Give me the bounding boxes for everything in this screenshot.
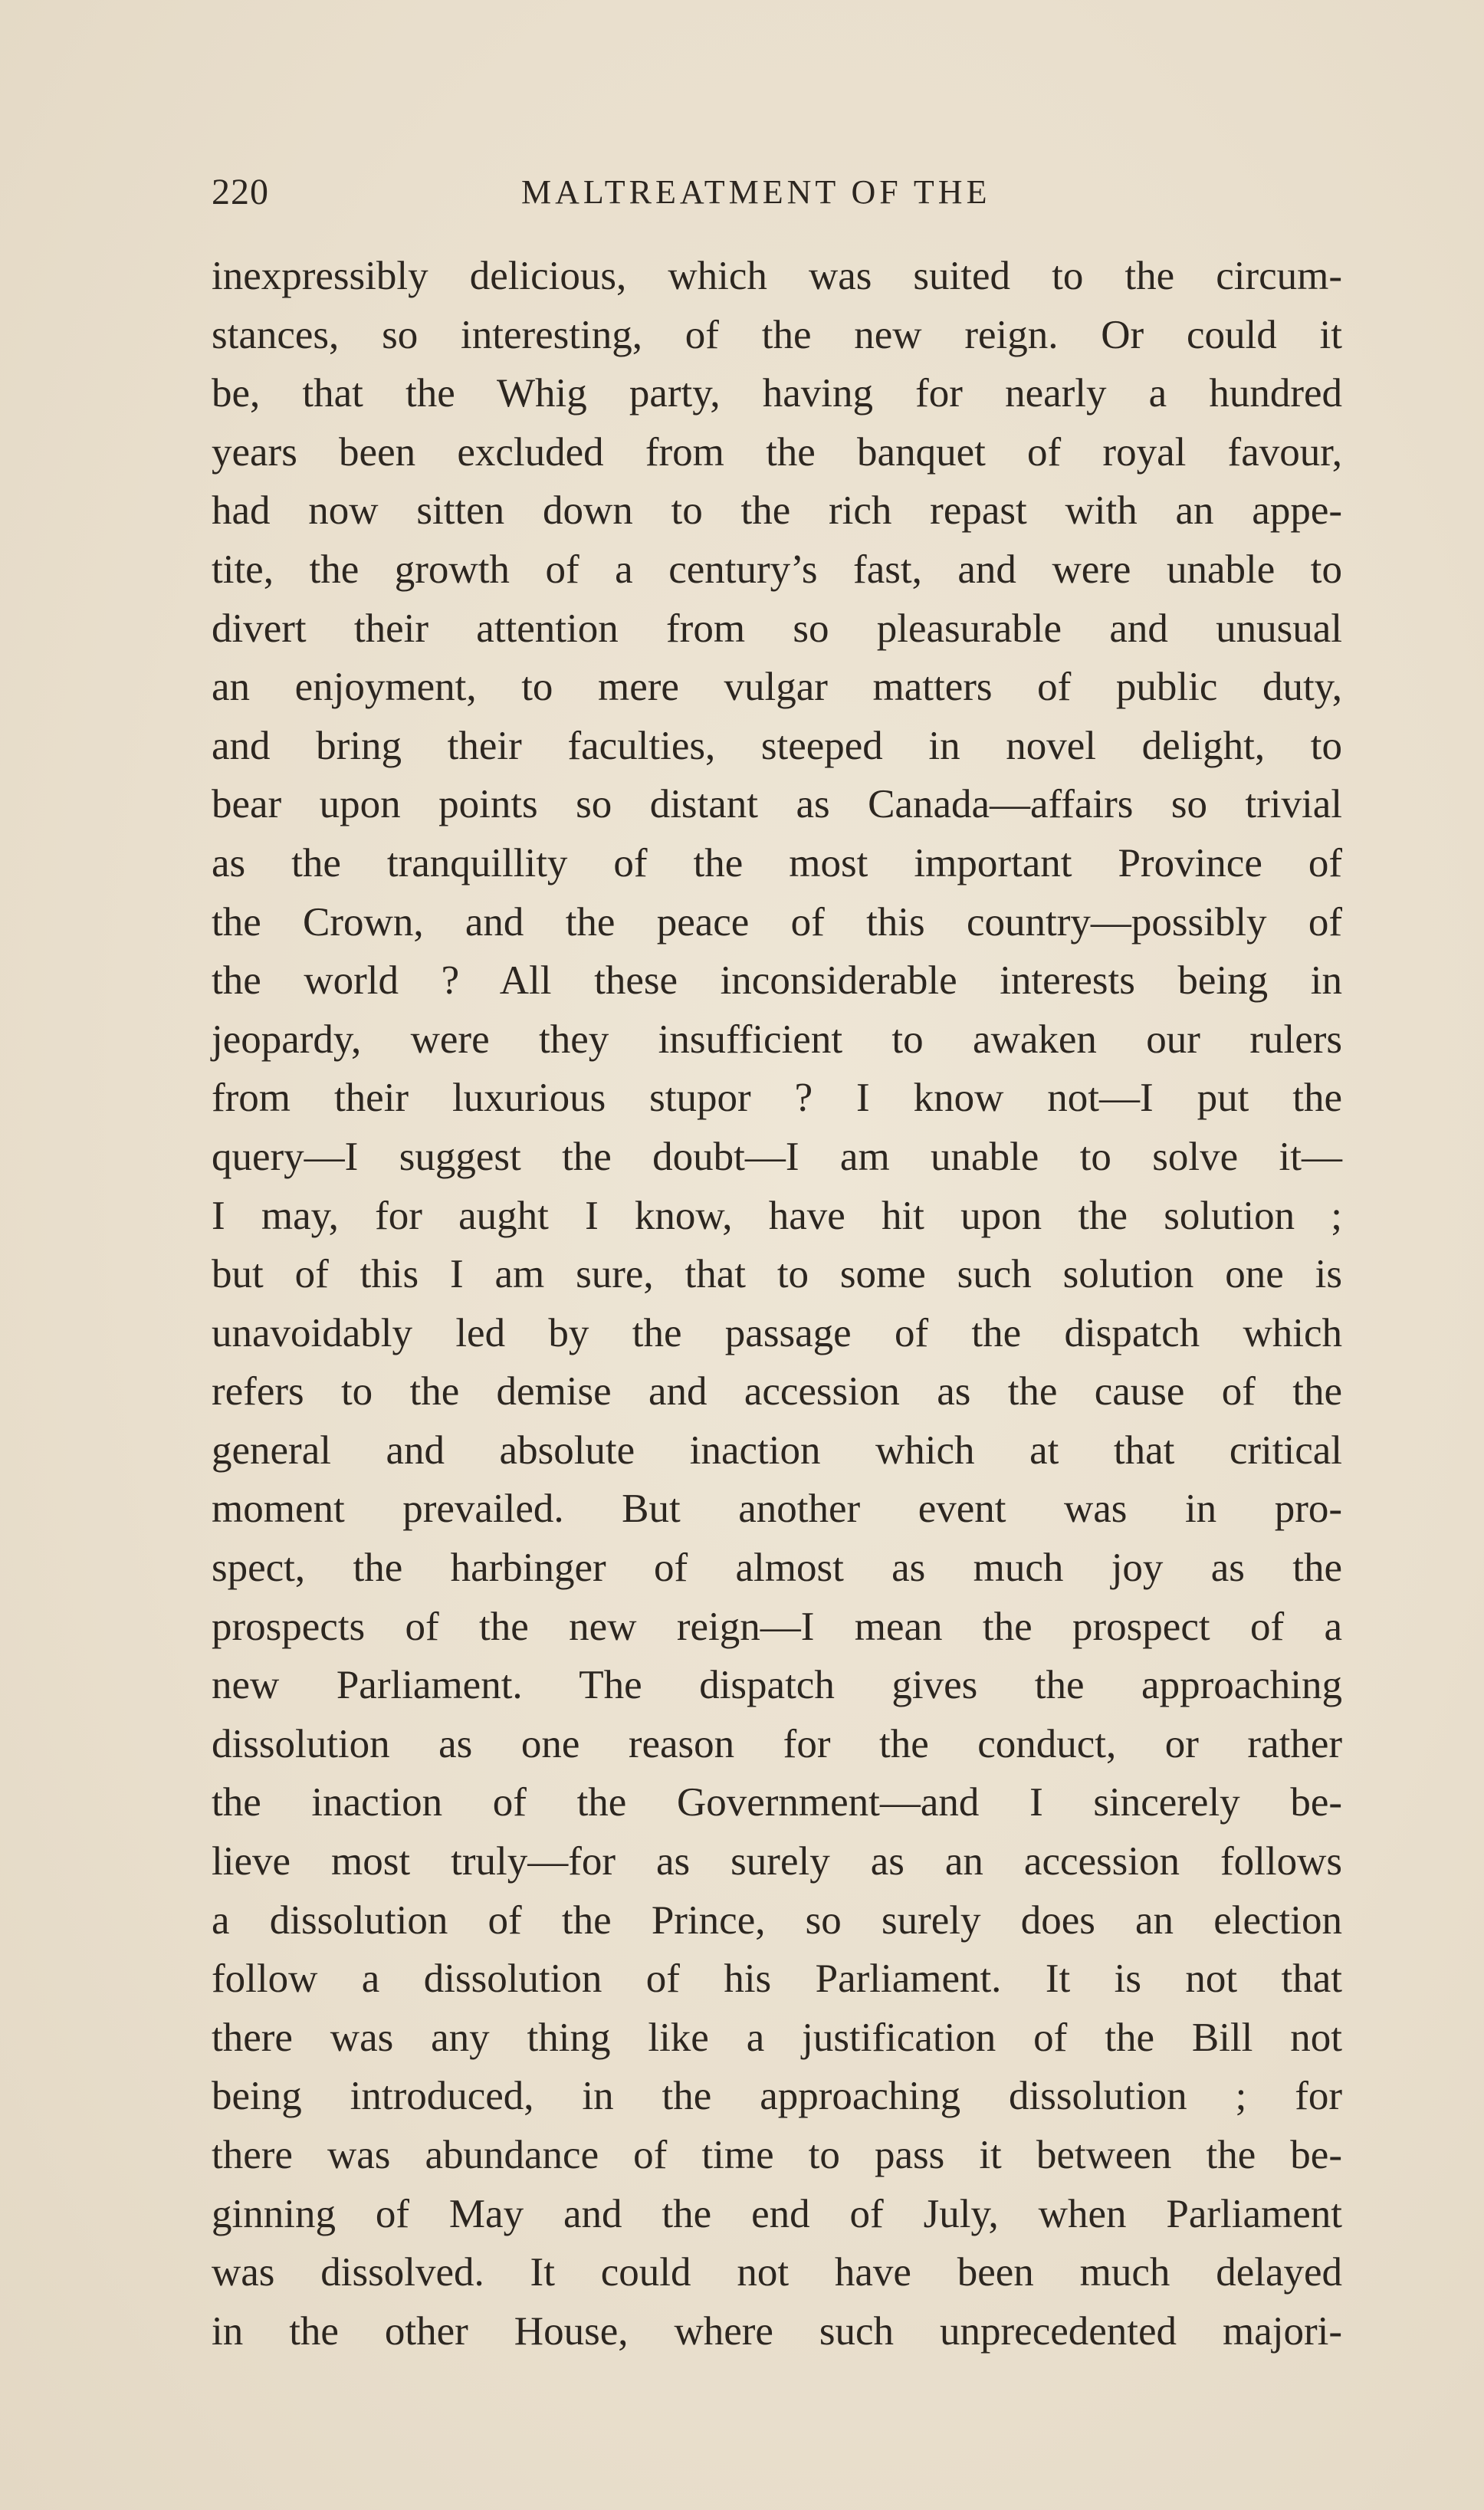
text-line: I may, for aught I know, have hit upon the solution ; (212, 1193, 1342, 1238)
text-line: general and absolute inaction which at that critical (212, 1427, 1342, 1473)
text-line: new Parliament. The dispatch gives the approaching (212, 1663, 1342, 1708)
text-line: was dissolved. It could not have been much delayed (212, 2250, 1342, 2295)
text-line: being introduced, in the approaching dissolution ; for (212, 2074, 1342, 2119)
text-line: stances, so interesting, of the new reign. Or could it (212, 312, 1342, 357)
text-line: had now sitten down to the rich repast with an appe- (212, 488, 1342, 534)
text-line: an enjoyment, to mere vulgar matters of public duty, (212, 665, 1342, 710)
page-header (212, 167, 1338, 218)
text-line: moment prevailed. But another event was in pro- (212, 1487, 1342, 1532)
text-line: bear upon points so distant as Canada—affairs so trivial (212, 782, 1342, 827)
text-line: a dissolution of the Prince, so surely does an election (212, 1897, 1342, 1943)
text-line: dissolution as one reason for the conduct, or rather (212, 1721, 1342, 1766)
text-line: and bring their faculties, steeped in novel delight, to (212, 723, 1342, 768)
text-line: years been excluded from the banquet of royal favour, (212, 429, 1342, 475)
text-line: but of this I am sure, that to some such solution one is (212, 1252, 1342, 1297)
text-line: divert their attention from so pleasurable and unusual (212, 606, 1342, 651)
text-line: refers to the demise and accession as the cause of the (212, 1369, 1342, 1414)
text-line: lieve most truly—for as surely as an accession follows (212, 1839, 1342, 1884)
text-line: from their luxurious stupor ? I know not—I put the (212, 1076, 1342, 1121)
text-line: unavoidably led by the passage of the dispatch which (212, 1310, 1342, 1355)
text-line: prospects of the new reign—I mean the prospect of a (212, 1604, 1342, 1649)
text-line: spect, the harbinger of almost as much joy as the (212, 1546, 1342, 1591)
text-line: the inaction of the Government—and I sincerely be- (212, 1780, 1342, 1825)
text-line: there was any thing like a justification of the Bill not (212, 2015, 1342, 2060)
text-line: tite, the growth of a century’s fast, and were unable to (212, 547, 1342, 592)
text-line: follow a dissolution of his Parliament. It is not that (212, 1956, 1342, 2002)
text-line: there was abundance of time to pass it between the be- (212, 2133, 1342, 2177)
page-number: 220 (212, 172, 269, 212)
text-line: in the other House, where such unprecedented majori- (212, 2308, 1342, 2354)
text-line: jeopardy, were they insufficient to awaken our rulers (212, 1017, 1342, 1062)
body-text (212, 247, 1342, 2361)
text-line: query—I suggest the doubt—I am unable to solve it— (212, 1134, 1342, 1179)
text-line: inexpressibly delicious, which was suited to the circum- (212, 254, 1342, 298)
text-line: ginning of May and the end of July, when Parliament (212, 2191, 1342, 2236)
text-line: as the tranquillity of the most important Province of (212, 840, 1342, 885)
running-title: MALTREATMENT OF THE (521, 173, 991, 211)
text-line: the Crown, and the peace of this country—possibly of (212, 899, 1342, 945)
text-line: be, that the Whig party, having for nearly a hundred (212, 371, 1342, 416)
text-line: the world ? All these inconsiderable interests being in (212, 958, 1342, 1004)
